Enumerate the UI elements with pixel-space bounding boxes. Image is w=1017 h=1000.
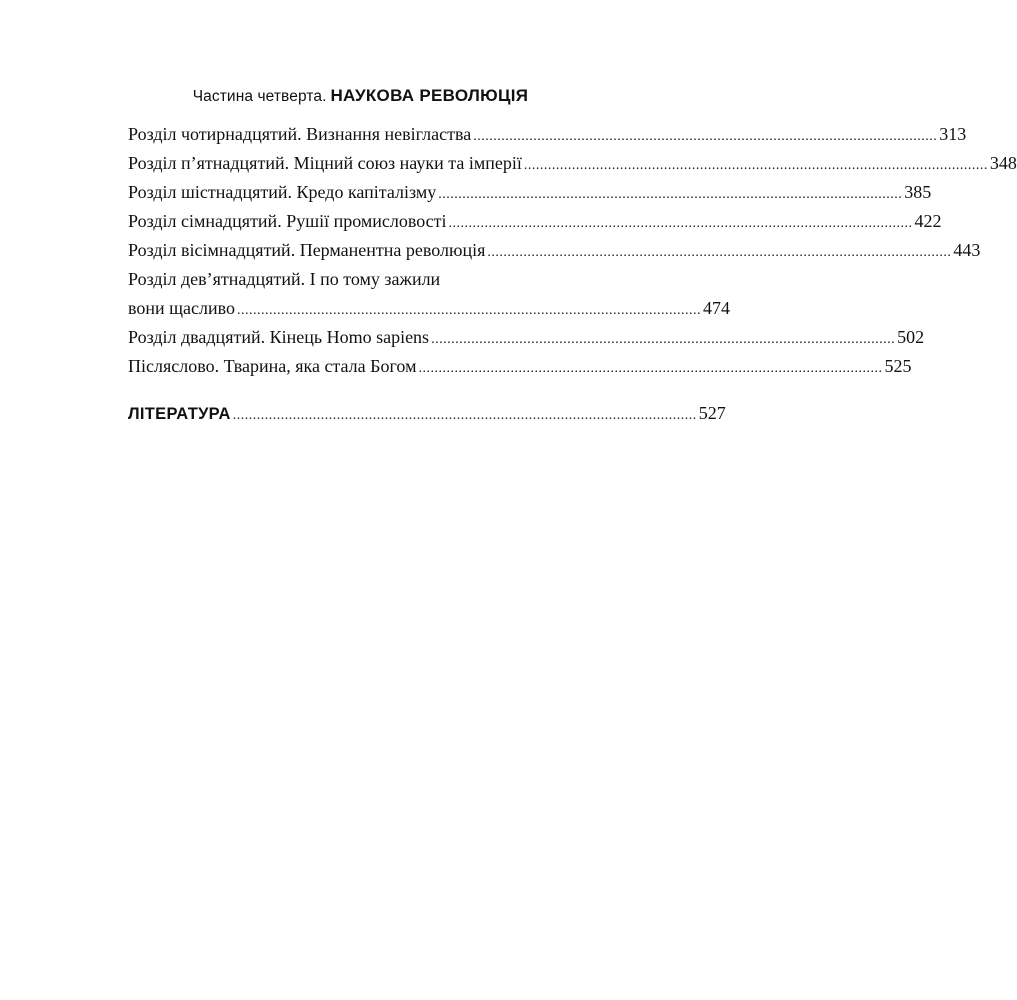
toc-entry-page: 313: [939, 124, 967, 144]
leader-dots: ....................................................................................................................: [232, 408, 697, 423]
toc-entry-page: 525: [884, 356, 912, 376]
toc-entry-title: Розділ шістнадцятий. Кредо капіталізму: [128, 182, 437, 202]
leader-dots: ....................................................................................................................: [236, 303, 701, 318]
toc-entry-title: Розділ сімнадцятий. Рушії промисловості: [128, 211, 447, 231]
leader-dots: ....................................................................................................................: [523, 158, 988, 173]
toc-entry-title-line2: вони щасливо: [128, 298, 235, 318]
toc-entry-page: 385: [904, 182, 932, 202]
literature-entry[interactable]: [128, 399, 726, 428]
leader-dots: ....................................................................................................................: [448, 216, 913, 231]
part-prefix: Частина четверта.: [192, 88, 327, 105]
leader-dots: ....................................................................................................................: [431, 332, 896, 347]
toc-entry[interactable]: [128, 352, 912, 381]
toc-entry-page: 474: [702, 298, 730, 318]
toc-entry-page: 502: [897, 327, 925, 347]
leader-dots: ....................................................................................................................: [418, 361, 883, 376]
toc-entry-title-line1: Розділ дев’ятнадцятий. І по тому зажили: [128, 269, 441, 289]
toc-entry-title: Розділ чотирнадцятий. Визнання невігластва: [128, 124, 472, 144]
toc-entry-title: Розділ двадцятий. Кінець Homo sapiens: [128, 327, 430, 347]
leader-dots: ....................................................................................................................: [473, 129, 938, 144]
toc-entry-two-line[interactable]: [128, 265, 730, 323]
leader-dots: ....................................................................................................................: [487, 245, 952, 260]
toc-entry-title: Розділ вісімнадцятий. Перманентна революція: [128, 240, 486, 260]
toc-entry-title: Післяслово. Тварина, яка стала Богом: [128, 356, 417, 376]
toc-entry-title: Розділ п’ятнадцятий. Міцний союз науки та імперії: [128, 153, 522, 173]
section-gap: [128, 381, 593, 399]
toc-entry[interactable]: [128, 207, 942, 236]
toc-entry-page: 422: [914, 211, 942, 231]
toc-entry[interactable]: [128, 178, 932, 207]
toc-entry[interactable]: [128, 323, 925, 352]
toc-entry[interactable]: [128, 236, 981, 265]
toc-entry-page: 348: [989, 153, 1017, 173]
toc-entry[interactable]: [128, 149, 1017, 178]
part-heading: [128, 84, 593, 109]
table-of-contents: [128, 120, 1017, 428]
toc-entry-page: 443: [953, 240, 981, 260]
toc-entry[interactable]: [128, 120, 967, 149]
leader-dots: ....................................................................................................................: [438, 187, 903, 202]
literature-title: ЛІТЕРАТУРА: [128, 405, 231, 423]
literature-page: 527: [698, 403, 726, 423]
part-title: НАУКОВА РЕВОЛЮЦІЯ: [330, 86, 529, 105]
